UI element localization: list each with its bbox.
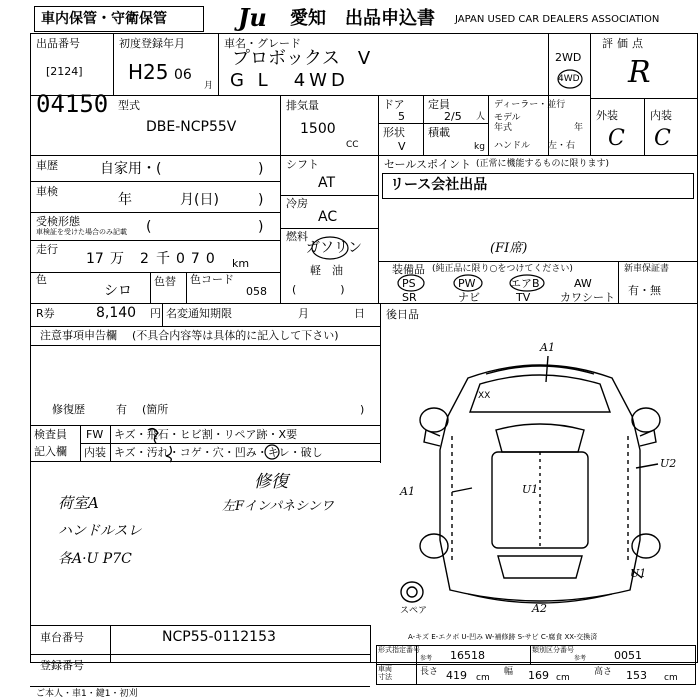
inspector-entry-label: 記入欄 — [34, 445, 67, 458]
storage-title: 車内保管・守衛保管 — [41, 11, 167, 27]
accept-label: 受検形態 — [36, 215, 80, 228]
notes-label: 注意事項申告欄 — [40, 329, 117, 342]
interior-check-items: キズ・汚れ・コゲ・穴・凹み・キレ・破し — [114, 446, 323, 459]
class-number-label: 類別区分番号 — [532, 646, 574, 654]
name-grade-label: 車名・グレード — [224, 37, 301, 50]
fuel-other: ( ) — [292, 283, 345, 296]
score-value: R — [628, 55, 651, 90]
notes-note: (不具合内容等は具体的に記入して下さい) — [132, 329, 339, 342]
height-value: 153 — [626, 669, 647, 682]
car-grade: G L 4WD — [230, 70, 349, 91]
accept-open: ( — [146, 219, 152, 235]
history-label: 車歴 — [36, 159, 58, 172]
mark-a1-top: A1 — [540, 341, 555, 354]
fw-items: キズ・飛石・ヒビ割・リペア跡・X要 — [114, 428, 298, 441]
repair-history-value: 有 — [116, 403, 127, 416]
damage-legend: A-キズ E-エクボ U-凹み W-補修跡 S-サビ C-腐食 XX-交換済 — [408, 633, 598, 641]
color-change-label: 色替 — [154, 275, 176, 288]
load-label: 積載 — [428, 126, 450, 139]
inspection-month-unit: 月(日) — [180, 192, 219, 208]
handwritten-note-1: 荷室A — [58, 494, 99, 512]
lot-label: 出品番号 — [36, 37, 80, 50]
association-name: JAPAN USED CAR DEALERS ASSOCIATION — [455, 14, 660, 25]
equip-airbag: エアB — [510, 277, 540, 290]
repair-place: (箇所 — [142, 403, 169, 416]
lot-number: 04150 — [36, 90, 109, 118]
width-value: 169 — [528, 669, 549, 682]
dealer-label: ディーラー・並行 — [494, 100, 566, 110]
equip-aw: AW — [574, 277, 592, 290]
class-number: 0051 — [614, 649, 642, 662]
inspection-close: ) — [258, 192, 264, 208]
registration-year: H25 — [128, 60, 169, 84]
score-label: 評価点 — [602, 37, 647, 50]
warranty-value: 有・無 — [628, 284, 661, 297]
doors-label: ドア — [383, 98, 405, 111]
warranty-label: 新車保証書 — [624, 264, 670, 274]
fuel-gasoline: ガソリン — [306, 240, 362, 256]
displacement-label: 排気量 — [286, 99, 319, 112]
registration-month: 06 — [174, 67, 192, 83]
mileage-u1: 万 — [110, 251, 124, 267]
recycle-unit: 円 — [150, 307, 161, 320]
height-label: 高さ — [594, 667, 613, 677]
chassis-label: 車台番号 — [40, 631, 84, 644]
mark-u1-right: U1 — [630, 567, 647, 580]
exterior-label: 外装 — [596, 109, 618, 122]
cert-number-label: 形式指定番号 — [378, 646, 420, 654]
model-year-label: モデル 年式 — [494, 113, 521, 133]
load-unit: kg — [474, 142, 485, 152]
equipment-note: (純正品に限り○をつけてください) — [432, 264, 573, 274]
handwritten-repair: 修復 — [254, 472, 288, 492]
model-year-unit: 年 — [574, 123, 584, 133]
aircon-label: 冷房 — [286, 197, 308, 210]
history-close: ) — [258, 161, 264, 177]
equip-pw: PW — [458, 277, 476, 290]
recycle-label: R券 — [36, 307, 55, 320]
notice-month: 月 — [298, 307, 309, 320]
org-name: 愛知 — [290, 8, 326, 29]
mileage-u2: 千 — [156, 251, 170, 267]
fw-label: FW — [86, 428, 104, 441]
color-label: 色 — [36, 273, 47, 286]
dimension-label: 車両 寸法 — [378, 665, 392, 681]
handle-options: 左・右 — [548, 141, 576, 151]
shift-value: AT — [318, 175, 336, 191]
color-code-label: 色コード — [190, 273, 234, 286]
displacement-unit: CC — [346, 140, 359, 150]
color-value: シロ — [104, 283, 132, 299]
cert-ref: 参考 — [420, 655, 433, 662]
equip-sr: SR — [402, 291, 417, 304]
width-unit: cm — [556, 673, 570, 683]
registration-month-unit: 月 — [204, 81, 214, 91]
inspection-year-unit: 年 — [118, 192, 132, 208]
mark-a1-left: A1 — [400, 485, 415, 498]
width-label: 幅 — [504, 667, 514, 677]
inspection-label: 車検 — [36, 185, 58, 198]
interior-score: C — [654, 126, 671, 151]
mileage-d1: 17 — [86, 251, 104, 267]
inspector-label: 検査員 — [34, 428, 67, 441]
equip-tv: TV — [516, 291, 531, 304]
recycle-value: 8,140 — [96, 305, 137, 321]
handwritten-note-2: ハンドルスレ — [58, 523, 142, 539]
length-label: 長さ — [420, 667, 439, 677]
mileage-unit: km — [232, 257, 250, 270]
equip-navi: ナビ — [458, 291, 480, 304]
capacity-label: 定員 — [428, 98, 450, 111]
registration-label: 初度登録年月 — [119, 37, 185, 50]
chassis-number: NCP55-0112153 — [162, 629, 276, 645]
aircon-value: AC — [318, 209, 338, 225]
registration-number-label: 登録番号 — [40, 659, 84, 672]
repair-history-label: 修復歴 — [52, 403, 85, 416]
notice-day: 日 — [354, 307, 365, 320]
mark-xx: XX — [478, 391, 491, 401]
back-order-label: 後日品 — [386, 308, 419, 321]
model-label: 型式 — [118, 99, 140, 112]
equipment-handwritten: (FI席) — [490, 241, 528, 256]
selling-point-value: リース会社出品 — [390, 177, 488, 193]
equip-ps: PS — [402, 277, 416, 290]
shift-label: シフト — [286, 158, 319, 171]
car-name: プロボックス V — [232, 48, 371, 69]
lot-sub-number: [2124] — [46, 65, 83, 78]
handwritten-note-3: 各A·U P7C — [58, 551, 132, 567]
notice-label: 名変通知期限 — [166, 307, 232, 320]
selling-point-label: セールスポイント — [384, 158, 472, 171]
accept-sub: 車検証を受けた場合のみ記載 — [36, 228, 127, 236]
ju-logo: Ju — [238, 3, 267, 32]
equip-leather-seat: カワシート — [560, 291, 615, 304]
spare-label: スペア — [400, 606, 428, 616]
mileage-label: 走行 — [36, 243, 58, 256]
interior-label: 内装 — [650, 109, 672, 122]
shape-value: V — [398, 140, 406, 153]
doors-value: 5 — [398, 110, 405, 123]
drive-4wd: 4WD — [558, 74, 580, 84]
class-ref: 参考 — [574, 655, 587, 662]
length-unit: cm — [476, 673, 490, 683]
color-code: 058 — [246, 285, 267, 298]
handle-label: ハンドル — [494, 141, 531, 151]
fuel-diesel: 軽 油 — [310, 264, 343, 277]
interior-check-label: 内装 — [84, 446, 106, 459]
repair-place-close: ) — [360, 403, 365, 416]
selling-point-note: (正常に機能するものに限ります) — [476, 159, 610, 169]
model-code: DBE-NCP55V — [146, 119, 237, 135]
history-value: 自家用・( — [100, 161, 162, 177]
displacement-value: 1500 — [300, 121, 336, 137]
sheet-title: 出品申込書 — [345, 8, 435, 29]
drive-2wd: 2WD — [555, 51, 582, 64]
mileage-d3: 070 — [176, 251, 221, 267]
mark-a2-bottom: A2 — [532, 602, 547, 615]
shape-label: 形状 — [383, 126, 405, 139]
height-unit: cm — [664, 673, 678, 683]
mark-u1-center: U1 — [522, 483, 539, 496]
mileage-d2: 2 — [140, 251, 149, 267]
equipment-label: 装備品 — [392, 263, 425, 276]
handwritten-repair-detail: 左Fインパネシンワ — [222, 499, 334, 514]
capacity-value: 2/5 — [444, 110, 462, 123]
exterior-score: C — [608, 126, 625, 151]
fuel-label: 燃料 — [286, 230, 308, 243]
bottom-strip: ご本人・車1・鍵1・初刈 — [36, 689, 138, 699]
cert-number: 16518 — [450, 649, 485, 662]
capacity-unit: 人 — [476, 112, 486, 122]
accept-close: ) — [258, 219, 264, 235]
mark-u2-right: U2 — [660, 457, 677, 470]
length-value: 419 — [446, 669, 467, 682]
